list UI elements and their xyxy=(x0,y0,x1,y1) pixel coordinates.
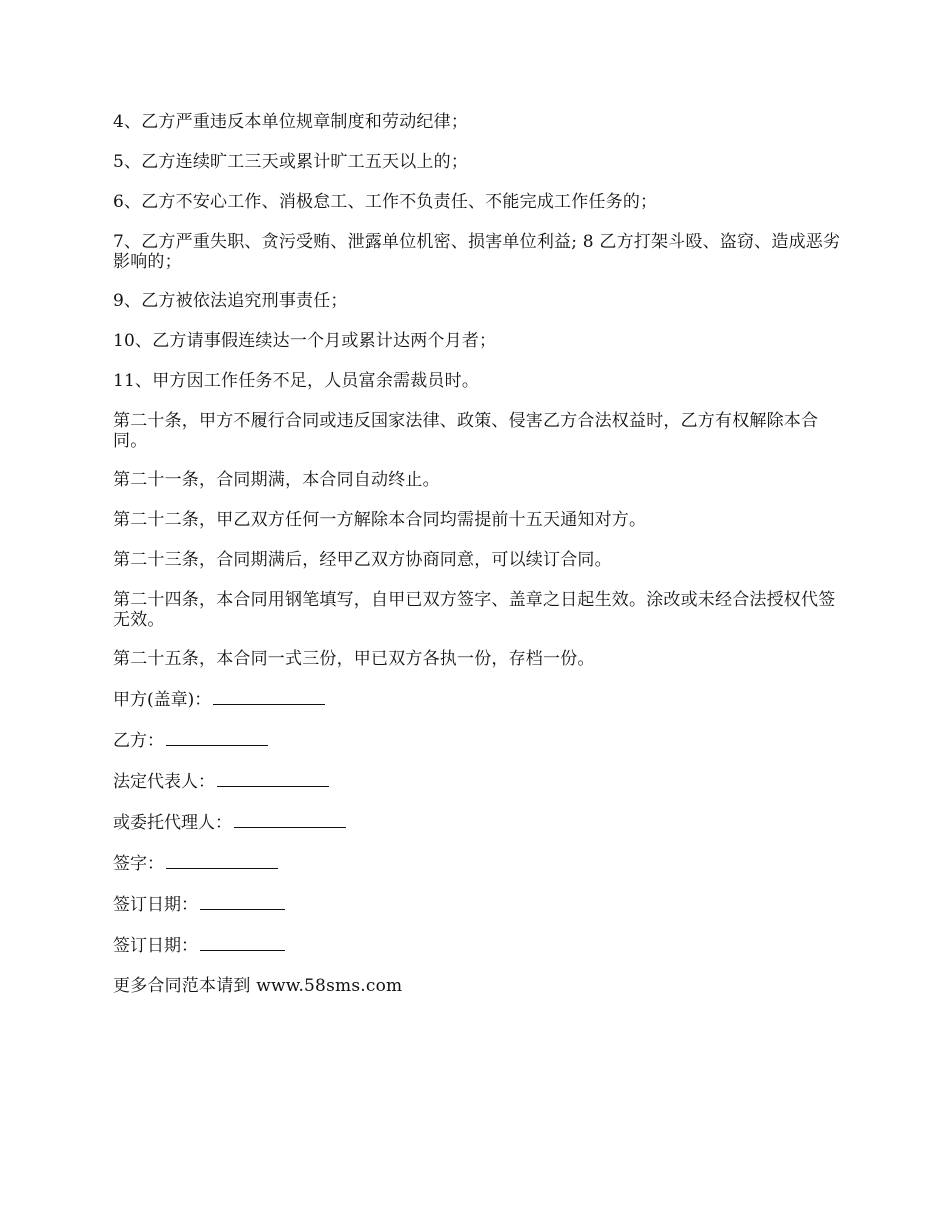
date-blank-1[interactable] xyxy=(200,894,285,910)
party-b-field xyxy=(113,730,843,751)
party-a-label: 甲方(盖章)： xyxy=(113,690,212,710)
clause-9: 9、乙方被依法追究刑事责任； xyxy=(113,291,348,311)
signature-label: 签字： xyxy=(113,854,164,874)
clause-7-8: 7、乙方严重失职、贪污受贿、泄露单位机密、损害单位利益; 8 乙方打架斗殴、盗窃、造成恶劣影响的； xyxy=(113,232,841,272)
party-a-field xyxy=(113,689,843,710)
agent-label: 或委托代理人： xyxy=(113,813,232,833)
legal-rep-field xyxy=(113,771,843,792)
signature-blank[interactable] xyxy=(166,853,278,869)
article-20: 第二十条，甲方不履行合同或违反国家法律、政策、侵害乙方合法权益时，乙方有权解除本合同。 xyxy=(113,411,819,451)
clause-6: 6、乙方不安心工作、消极怠工、工作不负责任、不能完成工作任务的； xyxy=(113,192,658,212)
legal-rep-label: 法定代表人： xyxy=(113,772,215,792)
party-a-blank[interactable] xyxy=(213,689,325,705)
document-page xyxy=(113,112,843,1016)
date-blank-2[interactable] xyxy=(200,935,285,951)
party-b-blank[interactable] xyxy=(166,730,268,746)
article-21: 第二十一条，合同期满，本合同自动终止。 xyxy=(113,470,440,490)
clause-11: 11、甲方因工作任务不足，人员富余需裁员时。 xyxy=(113,371,480,391)
article-23: 第二十三条，合同期满后，经甲乙双方协商同意，可以续订合同。 xyxy=(113,550,612,570)
signature-field xyxy=(113,853,843,874)
article-24: 第二十四条，本合同用钢笔填写，自甲已双方签字、盖章之日起生效。涂改或未经合法授权代签无效。 xyxy=(113,590,836,630)
clause-4: 4、乙方严重违反本单位规章制度和劳动纪律； xyxy=(113,112,469,132)
legal-rep-blank[interactable] xyxy=(217,771,329,787)
agent-field xyxy=(113,812,843,833)
footer-link-text: 更多合同范本请到 www.58sms.com xyxy=(113,976,403,996)
party-b-label: 乙方： xyxy=(113,731,164,751)
date-field-1 xyxy=(113,894,843,915)
date-label-1: 签订日期： xyxy=(113,895,198,915)
agent-blank[interactable] xyxy=(234,812,346,828)
clause-5: 5、乙方连续旷工三天或累计旷工五天以上的； xyxy=(113,152,469,172)
article-25: 第二十五条，本合同一式三份，甲已双方各执一份，存档一份。 xyxy=(113,649,595,669)
clause-10: 10、乙方请事假连续达一个月或累计达两个月者； xyxy=(113,331,497,351)
date-label-2: 签订日期： xyxy=(113,936,198,956)
article-22: 第二十二条，甲乙双方任何一方解除本合同均需提前十五天通知对方。 xyxy=(113,510,647,530)
date-field-2 xyxy=(113,935,843,956)
